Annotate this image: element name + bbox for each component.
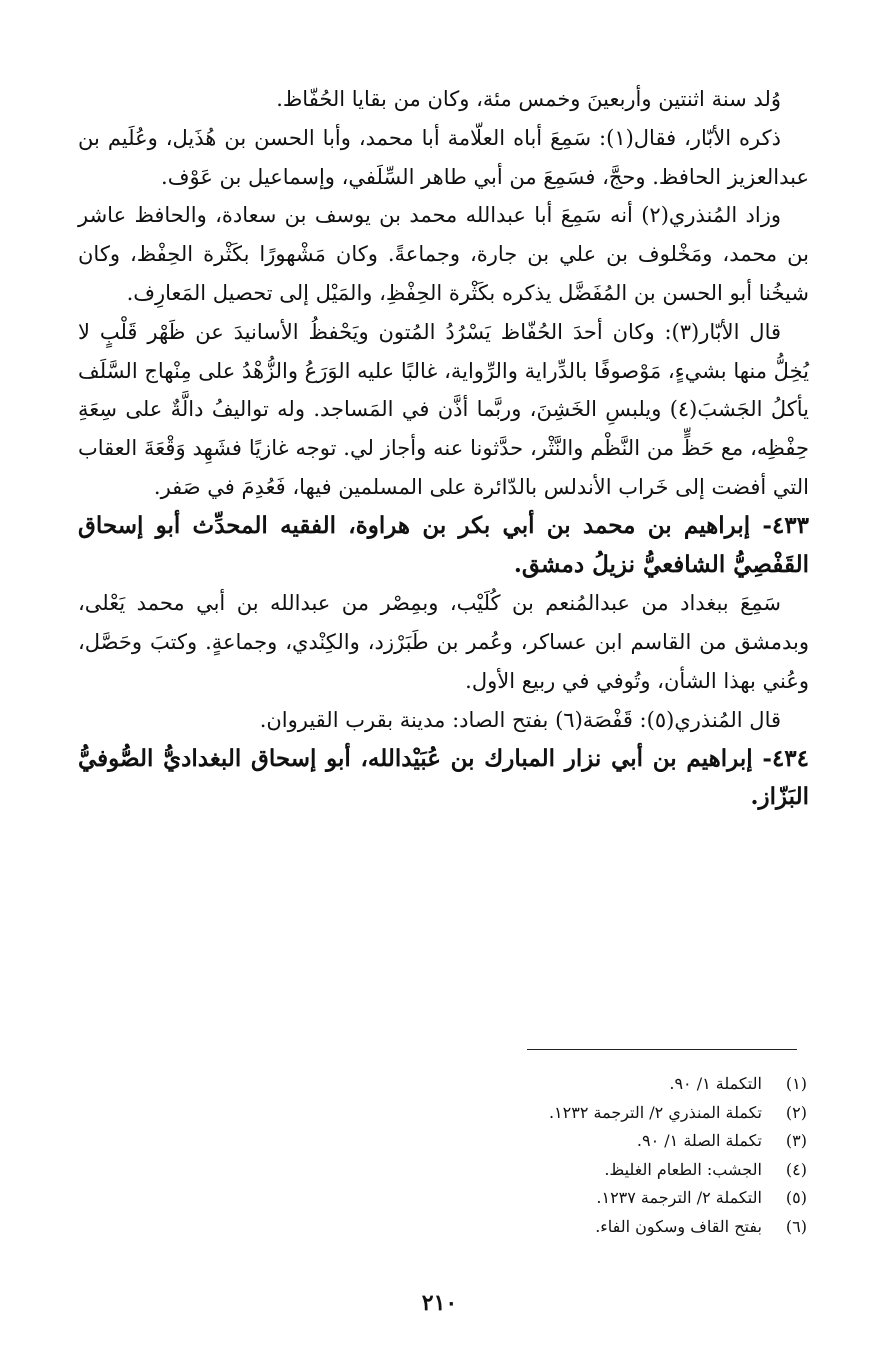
paragraph-abbar-description: قال الأبّار(٣): وكان أحدَ الحُفّاظ يَسْرُدُ المُتون ويَحْفظُ الأسانيدَ عن ظَهْر قَلْبٍ لا يُخِلُّ منها بشيءٍ، مَوْصوفًا بالدِّراية والرِّواية، غالبًا عليه الوَرَعُ والزُّهْدُ على مِنْهاج السَّلَف يأكلُ الجَشبَ(٤) ويلبسِ الخَشِنَ، وربَّما أذَّن في المَساجد. وله تواليفُ دالَّةٌ على سِعَةِ حِفْظِه، مع حَظٍّ من النَّظْم والنَّثْر، حدَّثونا عنه وأجاز لي. توجه غازيًا فشَهِد وَقْعَةَ العقاب التي أفضت إلى خَراب الأندلس بالدّائرة على المسلمين فيها، فَعُدِمَ في صَفر. xyxy=(78,319,809,499)
footnote-number: (٢) xyxy=(785,1102,807,1122)
paragraph-birth: وُلد سنة اثنتين وأربعينَ وخمس مئة، وكان من بقايا الحُفّاظ. xyxy=(276,87,781,111)
entry-heading-434: ٤٣٤- إبراهيم بن أبي نزار المبارك بن عُبَيْدالله، أبو إسحاق البغداديُّ الصُّوفيُّ البَزّاز. xyxy=(78,744,809,811)
footnote-number: (١) xyxy=(785,1074,807,1093)
footnotes xyxy=(387,1070,807,1242)
footnote-number: (٥) xyxy=(785,1188,807,1208)
paragraph-abbar-mention: ذكره الأبّار، فقال(١): سَمِعَ أباه العلّامة أبا محمد، وأبا الحسن بن هُذَيل، وعُلَيم بن عبدالعزيز الحافظ. وحجَّ، فسَمِعَ من أبي طاهر السِّلَفي، وإسماعيل بن عَوْف. xyxy=(78,125,809,189)
footnote-item xyxy=(387,1213,807,1242)
footnote-item xyxy=(387,1070,807,1099)
footnote-number: (٦) xyxy=(785,1216,807,1236)
footnote-text: التكملة ٢/ الترجمة ١٢٣٧. xyxy=(596,1188,762,1208)
footnote-item xyxy=(387,1127,807,1156)
footnote-item xyxy=(387,1156,807,1185)
footnote-number: (٤) xyxy=(785,1159,807,1179)
footnote-item xyxy=(387,1099,807,1128)
footnote-separator xyxy=(527,1049,797,1050)
footnote-text: تكملة الصلة ١/ ٩٠. xyxy=(636,1131,762,1151)
page-number: ٢١٠ xyxy=(421,1290,458,1316)
footnote-text: التكملة ١/ ٩٠. xyxy=(669,1074,762,1093)
paragraph-433-mundhiri: قال المُنذري(٥): قَفْصَة(٦) بفتح الصاد: مدينة بقرب القيروان. xyxy=(259,707,781,732)
paragraph-mundhiri-addition: وزاد المُنذري(٢) أنه سَمِعَ أبا عبدالله محمد بن يوسف بن سعادة، والحافظ عاشر بن محمد، ومَخْلوف بن علي بن جارة، وجماعةً. وكان مَشْهورًا بكَثْرة الحِفْظ، وكان شيخُنا أبو الحسن بن المُفَضَّل يذكره بكَثْرة الحِفْظِ، والمَيْل إلى تحصيل المَعارِف. xyxy=(78,203,809,305)
paragraph-433-samaa: سَمِعَ ببغداد من عبدالمُنعم بن كُلَيْب، وبمِصْر من عبدالله بن أبي محمد يَعْلى، وبدمشق من القاسم ابن عساكر، وعُمر بن طَبَرْزد، والكِنْدي، وجماعةٍ. وكتبَ وحَصَّل، وعُني بهذا الشأن، وتُوفي في ربيع الأول. xyxy=(78,591,809,693)
main-text xyxy=(78,80,809,817)
footnote-item xyxy=(387,1184,807,1213)
footnote-text: بفتح القاف وسكون الفاء. xyxy=(595,1216,762,1236)
footnote-number: (٣) xyxy=(785,1131,807,1151)
footnote-text: تكملة المنذري ٢/ الترجمة ١٢٣٢. xyxy=(548,1102,762,1122)
footnote-text: الجشب: الطعام الغليظ. xyxy=(604,1159,762,1179)
entry-heading-433: ٤٣٣- إبراهيم بن محمد بن أبي بكر بن هراوة، الفقيه المحدِّث أبو إسحاق القَفْصِيُّ الشافعيُّ نزيلُ دمشق. xyxy=(78,511,809,578)
